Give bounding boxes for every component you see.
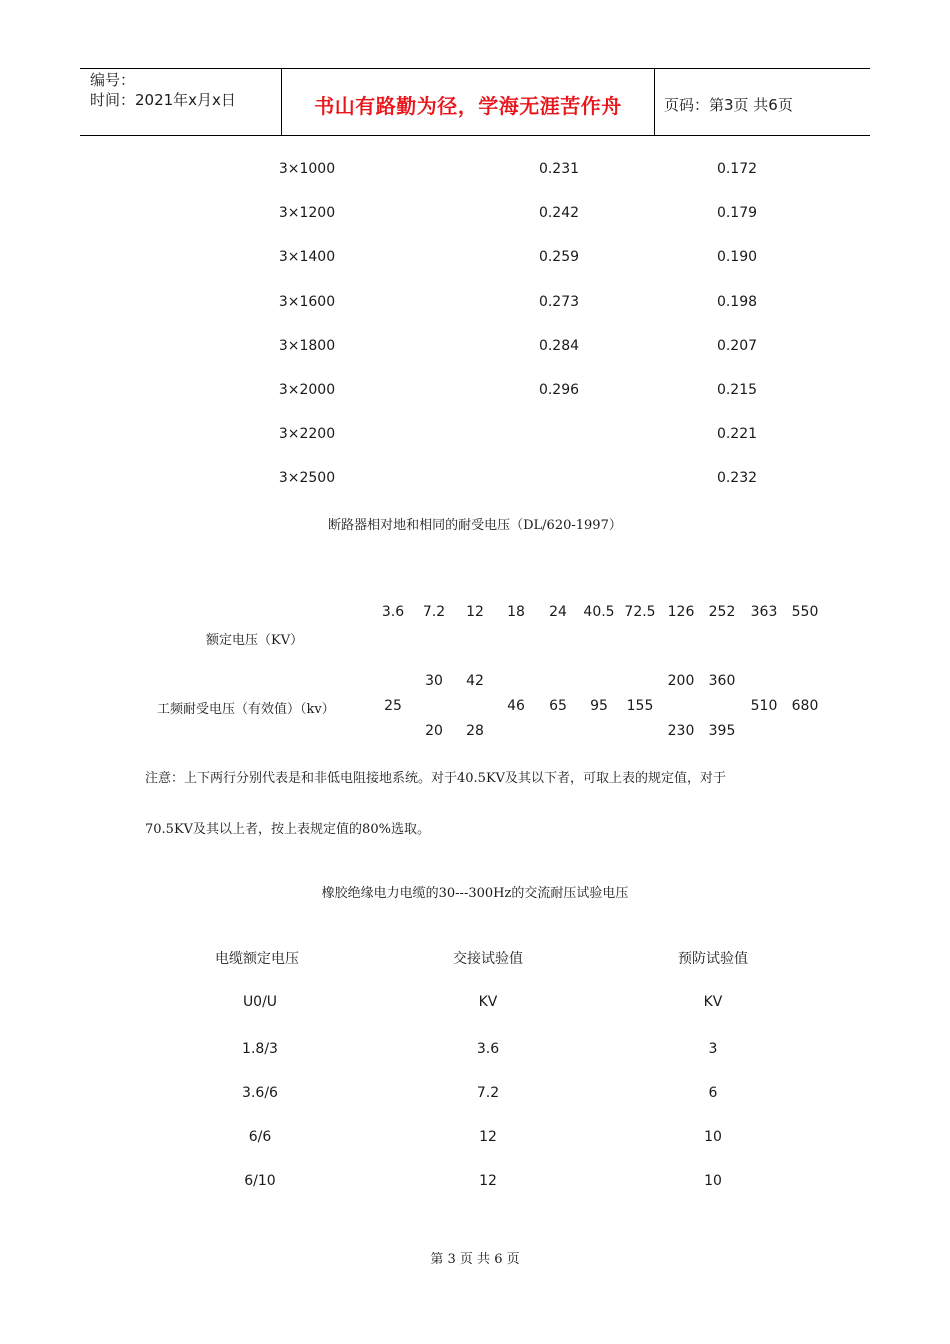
cable-size-cell: 3×1800 — [278, 337, 336, 354]
header-top-rule — [80, 68, 870, 69]
value-a-cell: 0.242 — [538, 205, 580, 222]
rated-voltage-value: 126 — [667, 604, 695, 620]
withstand-value-bottom: 20 — [425, 723, 443, 739]
rated-voltage-value: 3.6 — [381, 604, 405, 620]
header-divider-right — [654, 68, 655, 136]
rubber-table-cell: 10 — [704, 1173, 722, 1189]
rubber-table-header: 电缆额定电压 — [215, 951, 299, 967]
rated-voltage-value: 24 — [549, 604, 567, 620]
withstand-value-top: 200 — [667, 673, 695, 689]
rubber-table-cell: 6 — [708, 1085, 718, 1101]
rated-voltage-value: 18 — [507, 604, 525, 620]
rated-voltage-value: 363 — [750, 604, 778, 620]
withstand-value: 510 — [750, 698, 778, 714]
withstand-value: 155 — [626, 698, 654, 714]
rated-voltage-value: 12 — [466, 604, 484, 620]
cable-size-cell: 3×1600 — [278, 293, 336, 310]
withstand-value-top: 42 — [466, 673, 484, 689]
withstand-value-top: 360 — [708, 673, 736, 689]
rubber-table-cell: KV — [703, 994, 723, 1010]
cable-size-cell: 3×2200 — [278, 426, 336, 443]
rated-voltage-label: 额定电压（KV） — [206, 633, 304, 648]
withstand-value: 680 — [791, 698, 819, 714]
rubber-table-cell: 3.6/6 — [242, 1085, 278, 1101]
withstand-value: 46 — [507, 698, 525, 714]
withstand-value: 25 — [384, 698, 402, 714]
cable-size-cell: 3×2500 — [278, 470, 336, 487]
value-b-cell: 0.172 — [716, 161, 758, 177]
value-a-cell: 0.259 — [538, 249, 580, 266]
note-line-2: 70.5KV及其以上者，按上表规定值的80%选取。 — [145, 822, 430, 837]
value-b-cell: 0.221 — [716, 426, 758, 443]
withstand-value: 95 — [590, 698, 608, 714]
withstand-value-bottom: 395 — [708, 723, 736, 739]
rated-voltage-value: 252 — [708, 604, 736, 620]
header-motto: 书山有路勤为径，学海无涯苦作舟 — [314, 94, 622, 118]
rubber-table-header: 预防试验值 — [678, 951, 748, 967]
value-b-cell: 0.190 — [716, 249, 758, 266]
value-b-cell: 0.232 — [716, 470, 758, 487]
withstand-value-bottom: 28 — [466, 723, 484, 739]
rubber-table-cell: 3.6 — [476, 1041, 500, 1057]
withstand-value-bottom: 230 — [667, 723, 695, 739]
withstand-value: 65 — [549, 698, 567, 714]
serial-label: 编号： — [90, 71, 136, 89]
rubber-table-cell: 12 — [479, 1173, 497, 1189]
rubber-table-cell: 6/6 — [248, 1129, 272, 1145]
rubber-table-header: 交接试验值 — [453, 951, 523, 967]
cable-size-cell: 3×2000 — [278, 382, 336, 398]
value-a-cell: 0.296 — [538, 382, 580, 398]
rated-voltage-value: 7.2 — [422, 604, 446, 620]
footer-page-number: 第 3 页 共 6 页 — [430, 1252, 520, 1267]
withstand-value-top: 30 — [425, 673, 443, 689]
value-a-cell: 0.273 — [538, 293, 580, 310]
rubber-table-cell: 7.2 — [476, 1085, 500, 1101]
header-bottom-rule — [80, 135, 870, 136]
rubber-table-cell: 6/10 — [244, 1173, 276, 1189]
cable-size-cell: 3×1200 — [278, 205, 336, 222]
rubber-table-cell: 1.8/3 — [242, 1041, 278, 1057]
value-a-cell: 0.231 — [538, 161, 580, 177]
cable-size-cell: 3×1400 — [278, 249, 336, 266]
breaker-section-title: 断路器相对地和相同的耐受电压（DL/620-1997） — [328, 518, 622, 533]
cable-size-cell: 3×1000 — [278, 161, 336, 177]
header-info — [90, 70, 236, 110]
withstand-voltage-label: 工频耐受电压（有效值）（kv） — [157, 702, 335, 717]
value-b-cell: 0.215 — [716, 382, 758, 398]
value-b-cell: 0.198 — [716, 293, 758, 310]
value-b-cell: 0.179 — [716, 205, 758, 222]
rubber-table-cell: 12 — [479, 1129, 497, 1145]
rubber-section-title: 橡胶绝缘电力电缆的30---300Hz的交流耐压试验电压 — [321, 886, 629, 901]
rubber-table-cell: U0/U — [242, 994, 278, 1010]
time-label: 时间：2021年x月x日 — [90, 91, 236, 109]
header-page-number: 页码：第3页 共6页 — [664, 96, 793, 114]
rated-voltage-value: 72.5 — [624, 604, 656, 620]
rated-voltage-value: 40.5 — [583, 604, 615, 620]
rated-voltage-value: 550 — [791, 604, 819, 620]
rubber-table-cell: 10 — [704, 1129, 722, 1145]
rubber-table-cell: 3 — [708, 1041, 718, 1057]
rubber-table-cell: KV — [478, 994, 498, 1010]
value-a-cell: 0.284 — [538, 337, 580, 354]
note-line-1: 注意：上下两行分别代表是和非低电阻接地系统。对于40.5KV及其以下者，可取上表的规定值，对于 — [145, 771, 727, 786]
value-b-cell: 0.207 — [716, 337, 758, 354]
